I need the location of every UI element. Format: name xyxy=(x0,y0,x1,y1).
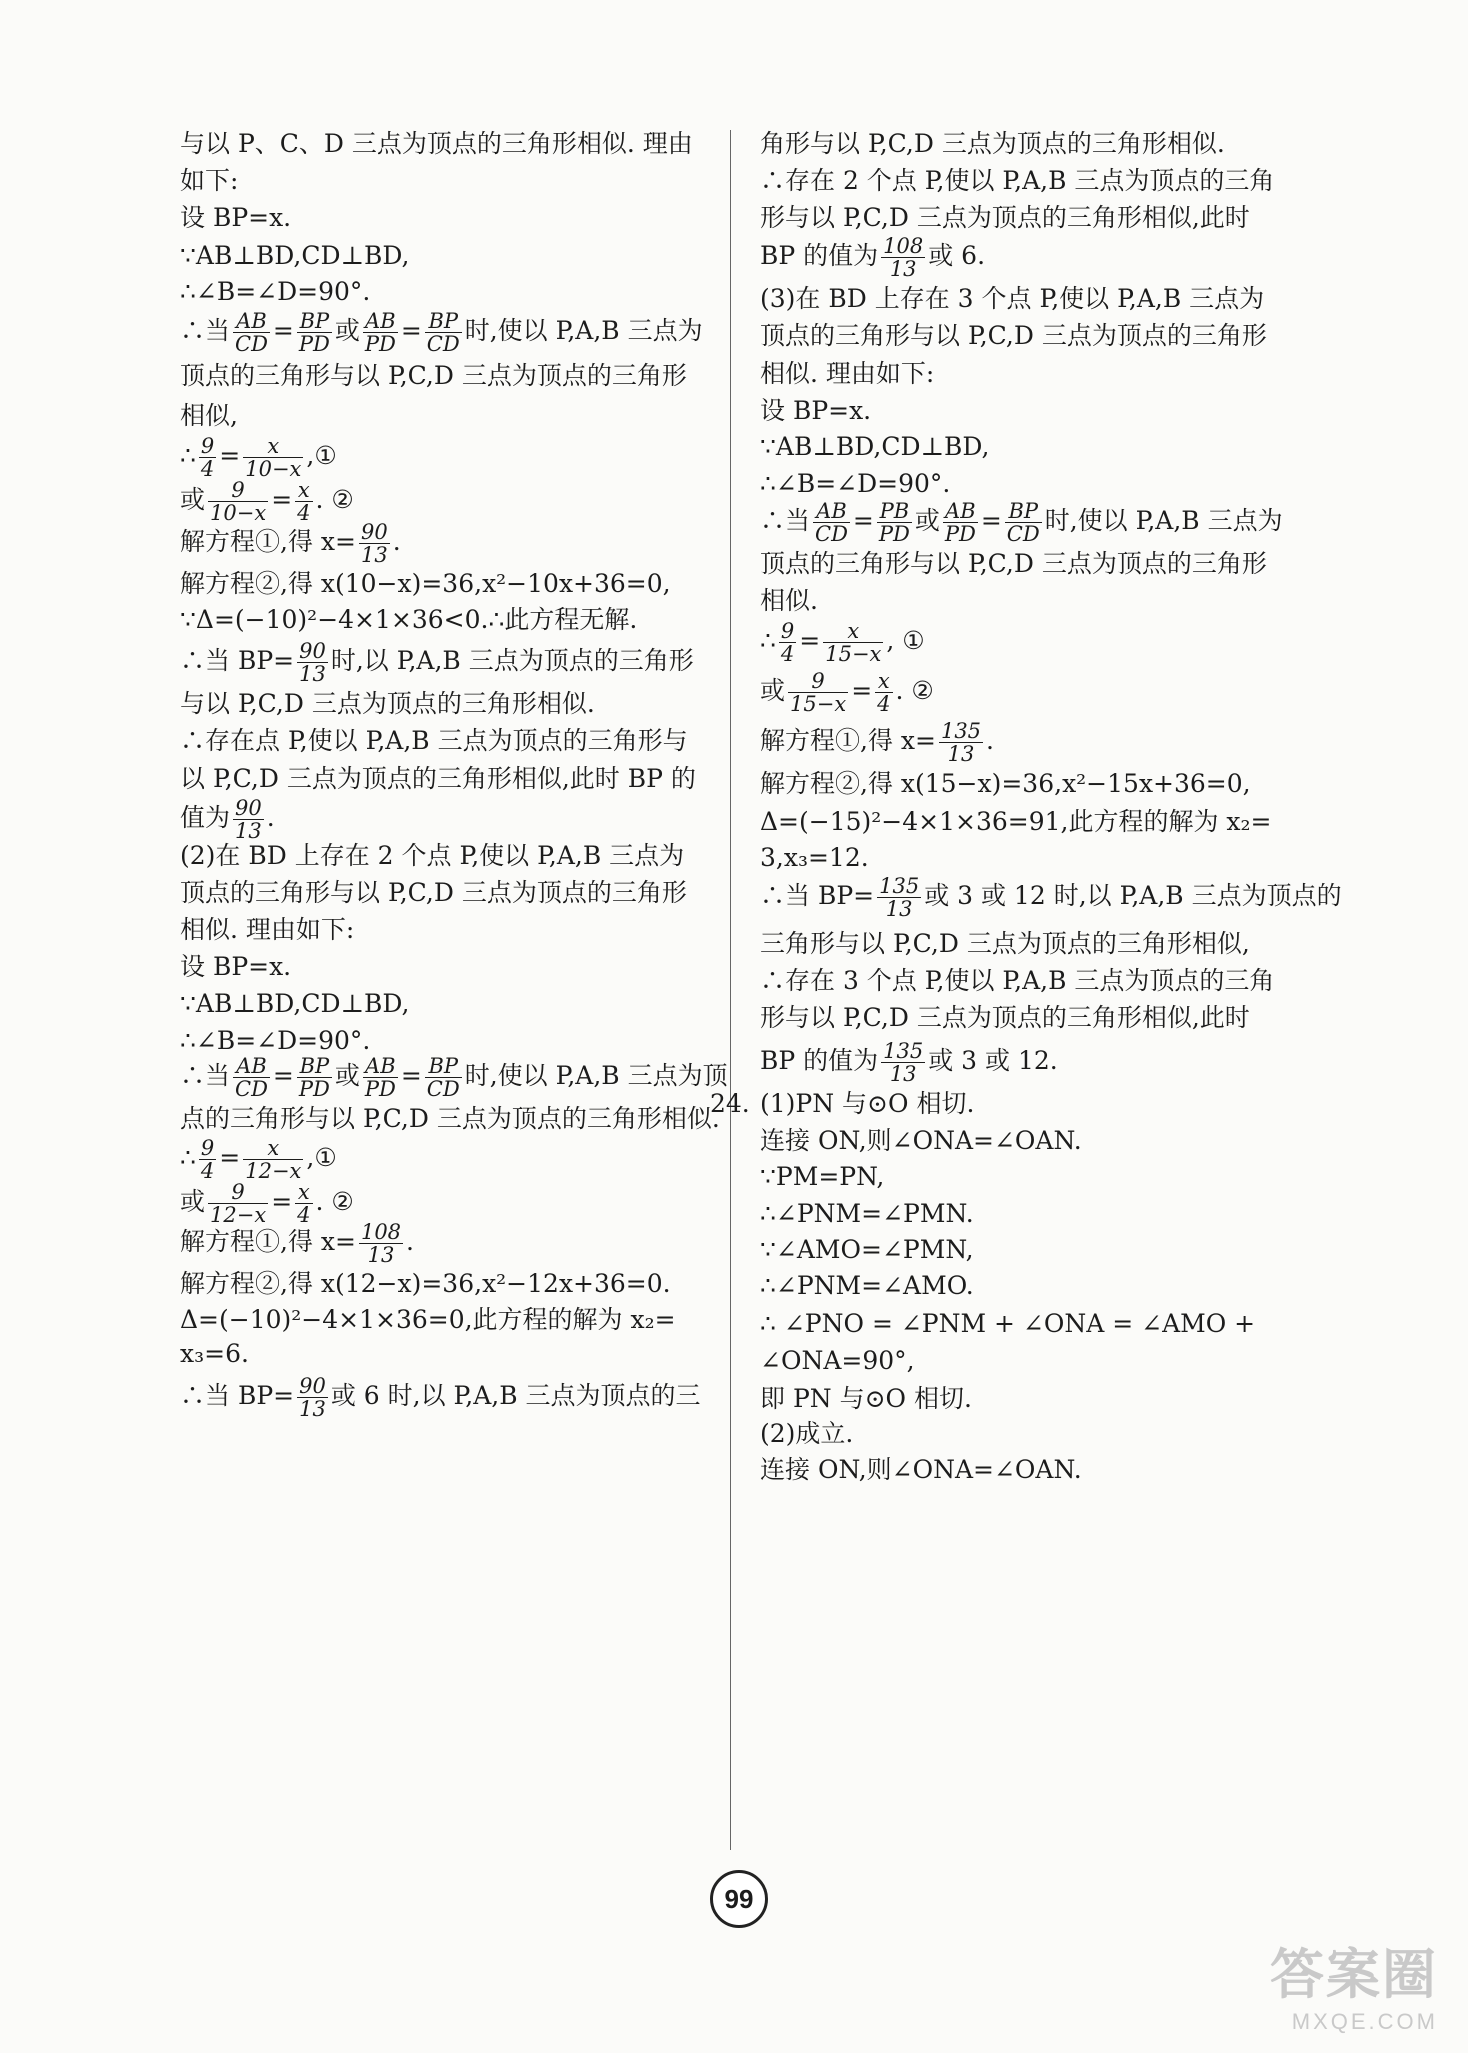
text-line: 或 $\frac{9}{12-x}$ = $\frac{x}{4}$ . ② xyxy=(180,1180,354,1227)
fraction-numerator: AB xyxy=(363,310,398,333)
fraction-denominator: 13 xyxy=(360,543,388,567)
text-line: 形与以 P,C,D 三点为顶点的三角形相似,此时 xyxy=(760,203,1250,232)
fraction xyxy=(779,620,796,665)
line-text: ∴当 BP= xyxy=(180,1381,295,1410)
line-text: ,① xyxy=(306,441,337,470)
fraction xyxy=(208,479,268,524)
fraction xyxy=(297,310,332,355)
line-text: . xyxy=(392,527,401,556)
text-line: 形与以 P,C,D 三点为顶点的三角形相似,此时 xyxy=(760,1003,1250,1032)
fraction-denominator: 15−x xyxy=(825,642,882,666)
line-text: 解方程①,得 x= xyxy=(180,527,356,556)
text-line: 连接 ON,则∠ONA=∠OAN. xyxy=(760,1455,1082,1484)
fraction xyxy=(1005,500,1042,545)
fraction xyxy=(297,1375,328,1420)
line-text: . xyxy=(986,726,994,755)
text-line: ∴∠PNM=∠AMO. xyxy=(760,1271,974,1300)
fraction-denominator: PD xyxy=(298,1077,330,1101)
fraction-denominator: PD xyxy=(298,332,330,356)
text-line: 或 $\frac{9}{15-x}$ = $\frac{x}{4}$ . ② xyxy=(760,669,934,716)
fraction-numerator: 135 xyxy=(940,719,982,743)
fraction-numerator: 9 xyxy=(208,1181,268,1204)
text-line: (2)成立. xyxy=(760,1419,854,1448)
text-line: ∴当 $\frac{AB}{CD}$ = $\frac{BP}{PD}$ 或 $\frac{AB}{PD}$ = $\frac{BP}{CD}$ 时,使以 P,A,B 三点为顶 xyxy=(180,1054,728,1101)
fraction-numerator: x xyxy=(823,620,883,643)
fraction-numerator: 9 xyxy=(788,670,848,693)
fraction xyxy=(363,310,398,355)
fraction-denominator: 13 xyxy=(299,1397,326,1421)
text-line: Δ=(−15)²−4×1×36=91,此方程的解为 x₂= xyxy=(760,807,1272,836)
text-line: 解方程②,得 x(15−x)=36,x²−15x+36=0, xyxy=(760,769,1251,798)
fraction-numerator: x xyxy=(295,1181,312,1204)
text-line xyxy=(180,521,401,566)
fraction-denominator: 10−x xyxy=(210,501,267,525)
text-line: 设 BP=x. xyxy=(180,952,292,981)
line-text: . ② xyxy=(315,485,354,514)
text-line: 顶点的三角形与以 P,C,D 三点为顶点的三角形 xyxy=(180,361,687,390)
fraction-numerator: 9 xyxy=(200,1136,215,1160)
text-line: (2)在 BD 上存在 2 个点 P,使以 P,A,B 三点为 xyxy=(180,841,685,870)
fraction-numerator: AB xyxy=(233,1055,270,1078)
text-line: 顶点的三角形与以 P,C,D 三点为顶点的三角形 xyxy=(180,878,687,907)
line-text: 或 xyxy=(334,316,360,345)
fraction-denominator: 4 xyxy=(200,1159,215,1183)
fraction-numerator: AB xyxy=(363,1055,398,1078)
text-line: ∴存在点 P,使以 P,A,B 三点为顶点的三角形与 xyxy=(180,726,688,755)
text-line: ∵AB⊥BD,CD⊥BD, xyxy=(760,432,990,461)
line-text: ∴ xyxy=(180,441,196,470)
line-text: 解方程①,得 x= xyxy=(760,726,936,755)
text-line: 或 $\frac{9}{10-x}$ = $\frac{x}{4}$ . ② xyxy=(180,478,354,525)
line-text: 解方程①,得 x= xyxy=(180,1227,356,1256)
fraction xyxy=(875,670,892,715)
line-text: 或 xyxy=(180,485,206,514)
fraction xyxy=(233,1055,270,1100)
fraction xyxy=(363,1055,398,1100)
watermark-logo: 答案圈 xyxy=(1270,1945,1438,2005)
text-line: 相似. 理由如下: xyxy=(760,359,935,388)
fraction-denominator: 4 xyxy=(297,501,311,525)
text-line: (3)在 BD 上存在 3 个点 P,使以 P,A,B 三点为 xyxy=(760,284,1265,313)
fraction xyxy=(881,235,925,280)
text-line: ∵∠AMO=∠PMN, xyxy=(760,1235,974,1264)
text-line: 如下: xyxy=(180,166,239,195)
fraction-denominator: CD xyxy=(426,1077,460,1101)
line-text: (1)PN 与⊙O 相切. xyxy=(760,1089,975,1118)
fraction-numerator: BP xyxy=(297,310,332,333)
line-text: ∴当 xyxy=(760,506,811,535)
line-text: ∴ xyxy=(180,1143,196,1172)
fraction xyxy=(199,1137,216,1182)
text-line: Δ=(−10)²−4×1×36=0,此方程的解为 x₂= xyxy=(180,1305,676,1334)
fraction xyxy=(295,1181,312,1226)
page-number-badge xyxy=(690,1860,780,1930)
text-line: x₃=6. xyxy=(180,1339,249,1368)
text-line: 与以 P,C,D 三点为顶点的三角形相似. xyxy=(180,689,595,718)
fraction-denominator: 13 xyxy=(885,897,913,921)
text-line: ∴ $\frac{9}{4}$ = $\frac{x}{10-x}$ ,① xyxy=(180,434,337,481)
text-line xyxy=(180,640,694,685)
fraction-denominator: PD xyxy=(878,522,910,546)
fraction-denominator: 13 xyxy=(947,742,975,766)
fraction-numerator: 135 xyxy=(883,1039,924,1063)
line-text: 或 xyxy=(334,1061,360,1090)
fraction-numerator: x xyxy=(243,1137,303,1160)
text-line: 顶点的三角形与以 P,C,D 三点为顶点的三角形 xyxy=(760,321,1267,350)
fraction-numerator: x xyxy=(875,670,892,693)
text-line: ∴∠B=∠D=90°. xyxy=(180,1026,371,1055)
line-text: 时,使以 P,A,B 三点为 xyxy=(1044,506,1283,535)
line-text: ∴当 BP= xyxy=(180,646,295,675)
fraction xyxy=(877,500,912,545)
line-text: 或 6 时,以 P,A,B 三点为顶点的三 xyxy=(330,1381,701,1410)
text-line: ∴ $\frac{9}{4}$ = $\frac{x}{15-x}$ , ① xyxy=(760,619,925,666)
line-text: BP 的值为 xyxy=(760,1046,879,1075)
fraction-denominator: 12−x xyxy=(245,1159,302,1183)
text-line: 解方程②,得 x(10−x)=36,x²−10x+36=0, xyxy=(180,569,671,598)
line-text: ∴当 xyxy=(180,316,231,345)
fraction xyxy=(297,1055,332,1100)
watermark xyxy=(1270,1932,1438,2035)
text-line: 即 PN 与⊙O 相切. xyxy=(760,1384,972,1413)
fraction-numerator: BP xyxy=(1005,500,1042,523)
fraction-denominator: CD xyxy=(426,332,460,356)
fraction-numerator: 108 xyxy=(360,1220,402,1244)
text-line xyxy=(760,875,1342,920)
fraction-numerator: 90 xyxy=(360,520,388,544)
line-text: 或 3 或 12 时,以 P,A,B 三点为顶点的 xyxy=(924,881,1342,910)
fraction xyxy=(939,720,983,765)
line-text: 或 xyxy=(914,506,940,535)
fraction-denominator: 13 xyxy=(299,662,326,686)
text-line: 设 BP=x. xyxy=(180,203,292,232)
line-text: 或 xyxy=(180,1187,206,1216)
text-line: ∴∠B=∠D=90°. xyxy=(180,277,371,306)
fraction xyxy=(788,670,848,715)
fraction-denominator: CD xyxy=(235,1077,268,1101)
text-line: ∵Δ=(−10)²−4×1×36<0.∴此方程无解. xyxy=(180,605,638,634)
fraction-numerator: 108 xyxy=(883,234,924,258)
line-text: ∴ xyxy=(760,626,776,655)
line-text: , ① xyxy=(886,626,925,655)
fraction xyxy=(208,1181,268,1226)
fraction xyxy=(199,435,216,480)
text-line: 以 P,C,D 三点为顶点的三角形相似,此时 BP 的 xyxy=(180,764,696,793)
fraction xyxy=(297,640,328,685)
text-line: ∴ ∠PNO = ∠PNM + ∠ONA = ∠AMO + xyxy=(760,1309,1256,1338)
line-text: 或 xyxy=(760,676,786,705)
text-line xyxy=(180,1221,414,1266)
text-line xyxy=(760,720,994,765)
line-text: 值为 xyxy=(180,803,231,832)
fraction-denominator: 4 xyxy=(780,642,795,666)
fraction-numerator: BP xyxy=(425,310,462,333)
fraction-numerator: BP xyxy=(297,1055,332,1078)
text-line: 相似. 理由如下: xyxy=(180,915,355,944)
fraction-numerator: PB xyxy=(877,500,912,523)
fraction xyxy=(881,1040,925,1085)
fraction-numerator: 9 xyxy=(200,434,215,458)
text-line: ∵AB⊥BD,CD⊥BD, xyxy=(180,989,410,1018)
line-text: 或 3 或 12. xyxy=(928,1046,1058,1075)
fraction xyxy=(233,310,270,355)
text-line: ∴当 $\frac{AB}{CD}$ = $\frac{PB}{PD}$ 或 $\frac{AB}{PD}$ = $\frac{BP}{CD}$ 时,使以 P,A,B 三点为 xyxy=(760,499,1283,546)
line-text: . ② xyxy=(895,676,934,705)
column-divider xyxy=(730,130,731,1850)
line-text: BP 的值为 xyxy=(760,241,879,270)
text-line: ∴存在 3 个点 P,使以 P,A,B 三点为顶点的三角 xyxy=(760,966,1275,995)
page-number: 99 xyxy=(710,1870,768,1928)
line-text: ∴当 BP= xyxy=(760,881,875,910)
fraction xyxy=(359,1221,403,1266)
fraction-numerator: 9 xyxy=(208,479,268,502)
fraction-denominator: PD xyxy=(364,332,396,356)
fraction xyxy=(233,797,264,842)
fraction xyxy=(243,435,303,480)
fraction-numerator: AB xyxy=(233,310,270,333)
fraction-numerator: BP xyxy=(425,1055,462,1078)
line-text: ∴当 xyxy=(180,1061,231,1090)
fraction-denominator: 4 xyxy=(297,1203,311,1227)
fraction xyxy=(877,875,921,920)
fraction-denominator: 13 xyxy=(367,1243,395,1267)
fraction-denominator: 13 xyxy=(889,257,917,281)
fraction-numerator: x xyxy=(295,479,312,502)
fraction-denominator: 13 xyxy=(889,1062,917,1086)
text-line: ∴ $\frac{9}{4}$ = $\frac{x}{12-x}$ ,① xyxy=(180,1136,337,1183)
line-text: 时,以 P,A,B 三点为顶点的三角形 xyxy=(330,646,694,675)
fraction xyxy=(243,1137,303,1182)
line-text: ,① xyxy=(306,1143,337,1172)
fraction-denominator: 4 xyxy=(877,692,891,716)
text-line: 与以 P、C、D 三点为顶点的三角形相似. 理由 xyxy=(180,129,693,158)
fraction xyxy=(943,500,978,545)
fraction xyxy=(813,500,850,545)
text-line: 连接 ON,则∠ONA=∠OAN. xyxy=(760,1126,1082,1155)
text-line xyxy=(710,1085,975,1123)
fraction-denominator: 13 xyxy=(235,819,262,843)
line-text: 或 6. xyxy=(928,241,986,270)
fraction-denominator: 12−x xyxy=(210,1203,267,1227)
watermark-url: MXQE.COM xyxy=(1291,2009,1438,2034)
fraction-denominator: PD xyxy=(944,522,976,546)
text-line: 三角形与以 P,C,D 三点为顶点的三角形相似, xyxy=(760,929,1250,958)
question-number: 24. xyxy=(710,1089,750,1118)
fraction-numerator: 90 xyxy=(299,639,326,663)
fraction xyxy=(425,310,462,355)
line-text: 时,使以 P,A,B 三点为 xyxy=(464,316,703,345)
fraction-numerator: 90 xyxy=(299,1374,326,1398)
fraction-numerator: AB xyxy=(813,500,850,523)
line-text: . ② xyxy=(315,1187,354,1216)
line-text: 时,使以 P,A,B 三点为顶 xyxy=(464,1061,728,1090)
fraction xyxy=(295,479,312,524)
line-text: . xyxy=(406,1227,414,1256)
text-line: ∴∠B=∠D=90°. xyxy=(760,469,951,498)
text-line: 相似, xyxy=(180,401,238,430)
fraction-numerator: 135 xyxy=(879,874,920,898)
fraction xyxy=(359,521,390,566)
fraction-denominator: PD xyxy=(364,1077,396,1101)
text-line: 顶点的三角形与以 P,C,D 三点为顶点的三角形 xyxy=(760,549,1267,578)
text-line: 设 BP=x. xyxy=(760,396,872,425)
fraction xyxy=(425,1055,462,1100)
fraction-denominator: CD xyxy=(1006,522,1040,546)
fraction-numerator: 9 xyxy=(780,619,795,643)
fraction-numerator: 90 xyxy=(235,796,262,820)
text-line: 点的三角形与以 P,C,D 三点为顶点的三角形相似. xyxy=(180,1104,720,1133)
text-line: ∵AB⊥BD,CD⊥BD, xyxy=(180,241,410,270)
text-line: 角形与以 P,C,D 三点为顶点的三角形相似. xyxy=(760,129,1225,158)
text-line: ∠ONA=90°, xyxy=(760,1346,915,1375)
text-line xyxy=(760,235,985,280)
fraction-denominator: 15−x xyxy=(790,692,847,716)
text-line: 相似. xyxy=(760,586,818,615)
text-line: 3,x₃=12. xyxy=(760,843,869,872)
line-text: . xyxy=(266,803,275,832)
fraction xyxy=(823,620,883,665)
text-line: ∴当 $\frac{AB}{CD}$ = $\frac{BP}{PD}$ 或 $\frac{AB}{PD}$ = $\frac{BP}{CD}$ 时,使以 P,A,B 三点为 xyxy=(180,309,703,356)
text-line xyxy=(180,1375,701,1420)
text-line: ∴存在 2 个点 P,使以 P,A,B 三点为顶点的三角 xyxy=(760,166,1275,195)
text-line: ∵PM=PN, xyxy=(760,1162,885,1191)
fraction-denominator: CD xyxy=(235,332,268,356)
fraction-denominator: 10−x xyxy=(245,457,302,481)
text-line xyxy=(180,797,275,842)
text-line: ∴∠PNM=∠PMN. xyxy=(760,1199,974,1228)
fraction-numerator: x xyxy=(243,435,303,458)
fraction-numerator: AB xyxy=(943,500,978,523)
fraction-denominator: CD xyxy=(815,522,848,546)
text-line xyxy=(760,1040,1058,1085)
text-line: 解方程②,得 x(12−x)=36,x²−12x+36=0. xyxy=(180,1269,671,1298)
fraction-denominator: 4 xyxy=(200,457,215,481)
